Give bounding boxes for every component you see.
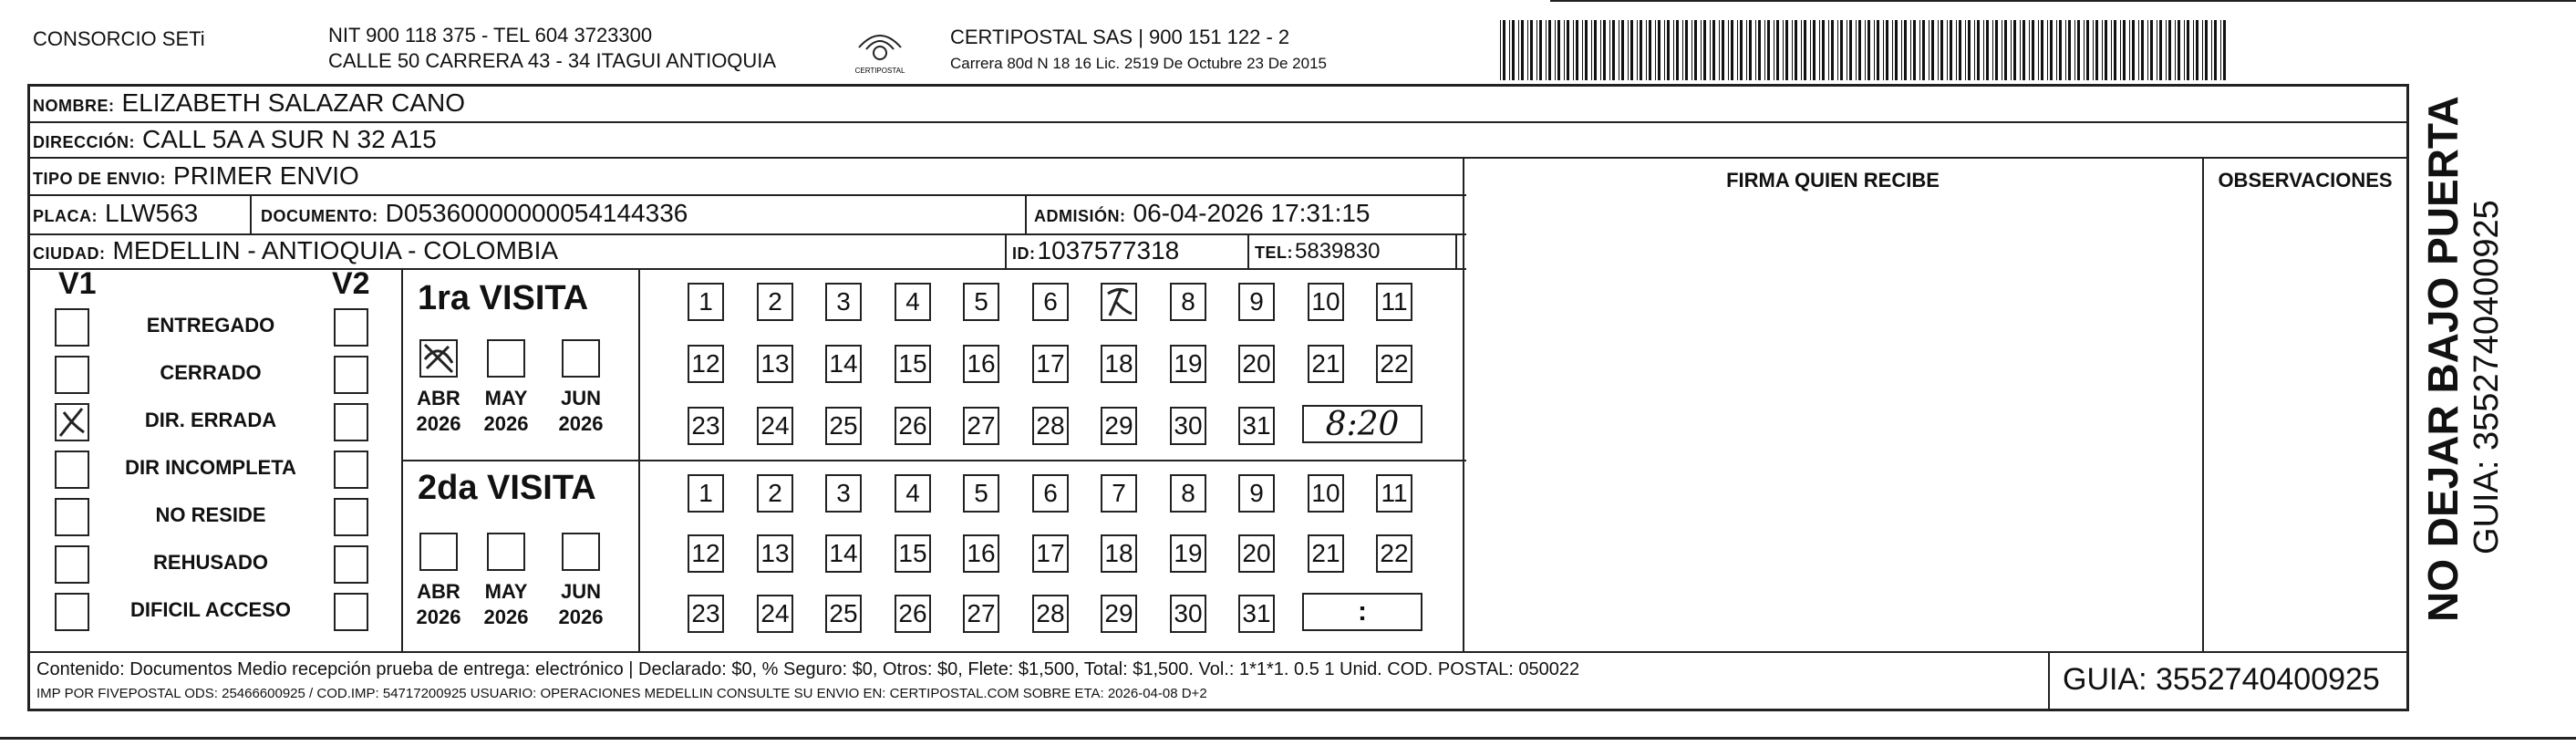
year-label: 2026 (558, 412, 604, 435)
year-label: 2026 (416, 412, 461, 435)
year-label: 2026 (416, 606, 461, 628)
shipment-type-field (33, 161, 359, 191)
document-field (261, 199, 688, 228)
day-box[interactable]: 10 (1308, 283, 1344, 321)
month-label: ABR (417, 387, 460, 409)
v2-checkbox[interactable] (334, 451, 368, 489)
day-box[interactable]: 9 (1238, 283, 1275, 321)
status-option-label: CERRADO (160, 361, 262, 384)
day-box[interactable]: 30 (1170, 595, 1206, 633)
v1-checkbox[interactable] (55, 308, 89, 347)
tel-field (1255, 239, 1380, 264)
status-option-label: DIR INCOMPLETA (125, 456, 296, 479)
v1-checkbox[interactable] (55, 451, 89, 489)
v2-checkbox[interactable] (334, 356, 368, 394)
city-label: CIUDAD: (33, 244, 106, 263)
month-label: MAY (484, 580, 528, 603)
visit1-time[interactable]: 8:20 (1302, 405, 1422, 443)
day-box[interactable]: 27 (963, 407, 999, 445)
day-box[interactable]: 8 (1170, 474, 1206, 513)
day-box[interactable]: 31 (1238, 407, 1275, 445)
shipment-type-label: TIPO DE ENVIO: (33, 170, 167, 188)
day-box[interactable]: 26 (895, 407, 931, 445)
month-checkbox[interactable] (562, 533, 600, 571)
company-name: CONSORCIO SETi (33, 27, 205, 50)
day-box[interactable]: 8 (1170, 283, 1206, 321)
day-box[interactable]: 10 (1308, 474, 1344, 513)
day-box[interactable]: 16 (963, 534, 999, 573)
side-guia: GUIA: 3552740400925 (2467, 200, 2506, 554)
v1-header: V1 (58, 266, 97, 301)
month-checkbox[interactable] (419, 533, 458, 571)
v2-header: V2 (332, 266, 370, 301)
name-value: ELIZABETH SALAZAR CANO (121, 88, 466, 117)
day-box[interactable]: 2 (757, 283, 793, 321)
admission-label: ADMISIÓN: (1034, 207, 1126, 225)
v1-checkbox[interactable] (55, 356, 89, 394)
day-box[interactable]: 1 (688, 474, 724, 513)
v2-checkbox[interactable] (334, 545, 368, 584)
id-value: 1037577318 (1037, 236, 1180, 264)
name-label: NOMBRE: (33, 97, 115, 115)
observations-area[interactable] (2206, 270, 2405, 649)
month-checkbox[interactable] (487, 339, 525, 378)
day-box[interactable]: 18 (1101, 534, 1137, 573)
day-box[interactable]: 6 (1032, 474, 1069, 513)
day-box[interactable]: 25 (825, 595, 862, 633)
month-label: JUN (560, 387, 601, 409)
day-box[interactable]: 5 (963, 474, 999, 513)
day-box[interactable]: 24 (757, 407, 793, 445)
do-not-leave-warning: NO DEJAR BAJO PUERTA (2419, 96, 2467, 622)
footer-guia: GUIA: 3552740400925 (2063, 662, 2380, 697)
day-box[interactable]: 13 (757, 534, 793, 573)
status-option-label: REHUSADO (153, 551, 268, 574)
id-field (1012, 236, 1179, 265)
tel-label: TEL: (1255, 243, 1293, 262)
month-checkbox[interactable] (562, 339, 600, 378)
svg-text:CERTIPOSTAL: CERTIPOSTAL (854, 67, 905, 75)
day-box[interactable]: 15 (895, 345, 931, 383)
month-checkbox[interactable] (419, 339, 458, 378)
day-box[interactable]: 4 (895, 283, 931, 321)
barcode (1500, 20, 2229, 80)
day-box[interactable]: 25 (825, 407, 862, 445)
month-label: MAY (484, 387, 528, 409)
content-line: Contenido: Documentos Medio recepción prueba de entrega: electrónico | Declarado: $0, % Seguro: $0, Otros: $0, Flete: $1,500, Total: $1,500. Vol.: 1*1*1. 0.5 1 Unid. COD. POSTAL: 050022 (36, 659, 1580, 679)
day-box[interactable]: 29 (1101, 407, 1137, 445)
status-option-label: DIFICIL ACCESO (129, 598, 291, 621)
day-box[interactable] (1101, 283, 1137, 321)
day-box[interactable]: 7 (1101, 474, 1137, 513)
carrier-line: CERTIPOSTAL SAS | 900 151 122 - 2 (950, 26, 1290, 48)
day-box[interactable]: 12 (688, 345, 724, 383)
day-box[interactable]: 17 (1032, 534, 1069, 573)
shipment-type-value: PRIMER ENVIO (173, 161, 359, 190)
year-label: 2026 (558, 606, 604, 628)
day-box[interactable]: 19 (1170, 345, 1206, 383)
license-line: Carrera 80d N 18 16 Lic. 2519 De Octubre 23 De 2015 (950, 55, 1327, 72)
observations-header: OBSERVACIONES (2218, 169, 2393, 192)
name-field (33, 88, 465, 118)
day-box[interactable]: 23 (688, 407, 724, 445)
visit2-title: 2da VISITA (418, 469, 596, 507)
imp-line: IMP POR FIVEPOSTAL ODS: 25466600925 / COD.IMP: 54717200925 USUARIO: OPERACIONES MEDELLIN CONSULTE SU ENVIO EN: CERTIPOSTAL.COM SOBRE ETA: 2026-04-08 D+2 (36, 686, 1207, 701)
document-label: DOCUMENTO: (261, 207, 378, 225)
v2-checkbox[interactable] (334, 308, 368, 347)
day-box[interactable]: 4 (895, 474, 931, 513)
address-field (33, 125, 437, 154)
day-box[interactable]: 27 (963, 595, 999, 633)
v1-checkbox[interactable] (55, 403, 89, 441)
day-box[interactable]: 17 (1032, 345, 1069, 383)
day-box[interactable]: 22 (1376, 534, 1412, 573)
id-label: ID: (1012, 244, 1036, 263)
v2-checkbox[interactable] (334, 593, 368, 631)
day-box[interactable]: 15 (895, 534, 931, 573)
city-value: MEDELLIN - ANTIOQUIA - COLOMBIA (112, 236, 559, 264)
day-box[interactable]: 14 (825, 534, 862, 573)
visit1-title: 1ra VISITA (418, 279, 589, 317)
day-box[interactable]: 2 (757, 474, 793, 513)
day-box[interactable]: 29 (1101, 595, 1137, 633)
address-label: DIRECCIÓN: (33, 133, 135, 151)
month-label: JUN (560, 580, 601, 603)
address-value: CALL 5A A SUR N 32 A15 (142, 125, 437, 153)
day-box[interactable]: 21 (1308, 345, 1344, 383)
year-label: 2026 (483, 606, 529, 628)
month-label: ABR (417, 580, 460, 603)
day-box[interactable]: 3 (825, 474, 862, 513)
nit-line: NIT 900 118 375 - TEL 604 3723300 (328, 24, 653, 47)
status-option-label: DIR. ERRADA (144, 409, 277, 431)
day-box[interactable]: 13 (757, 345, 793, 383)
day-box[interactable]: 31 (1238, 595, 1275, 633)
day-box[interactable]: 24 (757, 595, 793, 633)
day-box[interactable]: 5 (963, 283, 999, 321)
v1-checkbox[interactable] (55, 545, 89, 584)
certipostal-logo (850, 20, 910, 77)
address-line: CALLE 50 CARRERA 43 - 34 ITAGUI ANTIOQUIA (328, 49, 777, 72)
v2-checkbox[interactable] (334, 403, 368, 441)
v1-checkbox[interactable] (55, 593, 89, 631)
city-field (33, 236, 558, 265)
day-box[interactable]: 9 (1238, 474, 1275, 513)
day-box[interactable]: 1 (688, 283, 724, 321)
day-box[interactable]: 28 (1032, 407, 1069, 445)
day-box[interactable]: 28 (1032, 595, 1069, 633)
day-box[interactable]: 22 (1376, 345, 1412, 383)
day-box[interactable]: 18 (1101, 345, 1137, 383)
signature-area[interactable] (1466, 270, 2199, 649)
plate-value: LLW563 (105, 199, 199, 227)
visit2-time[interactable]: : (1302, 593, 1422, 631)
signature-header: FIRMA QUIEN RECIBE (1726, 169, 1940, 192)
status-option-label: NO RESIDE (155, 503, 266, 526)
day-box[interactable]: 11 (1376, 283, 1412, 321)
day-box[interactable]: 26 (895, 595, 931, 633)
month-checkbox[interactable] (487, 533, 525, 571)
day-box[interactable]: 21 (1308, 534, 1344, 573)
tel-value: 5839830 (1295, 239, 1381, 264)
plate-field (33, 199, 198, 228)
day-box[interactable]: 19 (1170, 534, 1206, 573)
day-box[interactable]: 6 (1032, 283, 1069, 321)
day-box[interactable]: 16 (963, 345, 999, 383)
day-box[interactable]: 12 (688, 534, 724, 573)
v2-checkbox[interactable] (334, 498, 368, 536)
document-value: D05360000000054144336 (385, 199, 688, 227)
plate-label: PLACA: (33, 207, 98, 225)
day-box[interactable]: 11 (1376, 474, 1412, 513)
v1-checkbox[interactable] (55, 498, 89, 536)
day-box[interactable]: 23 (688, 595, 724, 633)
day-box[interactable]: 3 (825, 283, 862, 321)
day-box[interactable]: 30 (1170, 407, 1206, 445)
year-label: 2026 (483, 412, 529, 435)
admission-value: 06-04-2026 17:31:15 (1133, 199, 1371, 227)
day-box[interactable]: 20 (1238, 345, 1275, 383)
day-box[interactable]: 14 (825, 345, 862, 383)
day-box[interactable]: 20 (1238, 534, 1275, 573)
admission-field (1034, 199, 1371, 228)
status-option-label: ENTREGADO (146, 314, 275, 337)
